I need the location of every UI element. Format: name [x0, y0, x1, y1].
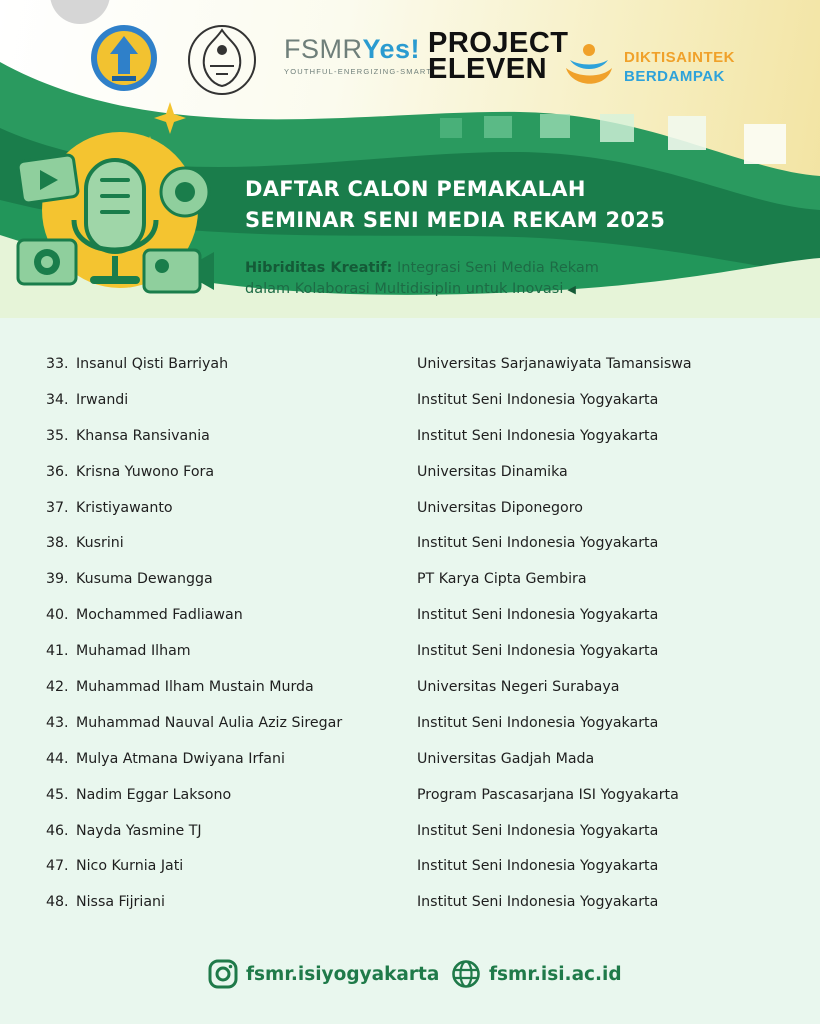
participant-row: [46, 675, 786, 711]
participant-name: Mochammed Fadliawan: [76, 607, 243, 624]
isi-yogyakarta-logo: [186, 20, 258, 96]
participant-number: 44.: [46, 750, 69, 767]
participant-institution: Institut Seni Indonesia Yogyakarta: [417, 822, 659, 839]
participant-name: Nico Kurnia Jati: [76, 858, 184, 875]
participant-name: Insanul Qisti Barriyah: [76, 356, 229, 372]
participant-institution: Universitas Sarjanawiyata Tamansiswa: [417, 356, 692, 372]
participant-institution: Universitas Dinamika: [417, 463, 568, 480]
participant-row: [46, 567, 786, 603]
diktisaintek-mark-icon: [562, 38, 616, 92]
participant-name: Kristiyawanto: [76, 499, 173, 516]
participant-number: 38.: [46, 535, 69, 552]
participant-number: 33.: [46, 356, 69, 372]
participant-row: [46, 783, 786, 819]
participant-name: Kusuma Dewangga: [76, 571, 213, 588]
participant-list: [46, 352, 786, 926]
participant-number: 42.: [46, 679, 69, 696]
participant-institution: PT Karya Cipta Gembira: [417, 571, 587, 588]
instagram-contact[interactable]: [208, 958, 439, 990]
page-subtitle: [245, 258, 599, 300]
participant-institution: Institut Seni Indonesia Yogyakarta: [417, 427, 659, 444]
title-line-2: SEMINAR SENI MEDIA REKAM 2025: [245, 208, 666, 232]
participant-number: 47.: [46, 858, 69, 875]
participant-institution: Institut Seni Indonesia Yogyakarta: [417, 858, 659, 875]
participant-number: 39.: [46, 571, 69, 588]
participant-number: 35.: [46, 427, 69, 444]
participant-number: 45.: [46, 786, 69, 803]
participant-institution: Program Pascasarjana ISI Yogyakarta: [417, 786, 679, 803]
globe-icon: [451, 959, 481, 989]
participant-number: 40.: [46, 607, 69, 624]
participant-name: Muhamad Ilham: [76, 643, 191, 660]
participant-institution: Institut Seni Indonesia Yogyakarta: [417, 894, 659, 911]
header-banner: [0, 0, 820, 318]
media-illustration: [10, 100, 220, 310]
participant-name: Nayda Yasmine TJ: [76, 822, 202, 839]
participant-number: 43.: [46, 714, 69, 731]
participant-institution: Institut Seni Indonesia Yogyakarta: [417, 391, 659, 408]
kemdikbud-logo: [90, 24, 158, 92]
project-eleven-line1: PROJECT: [428, 27, 569, 59]
participant-number: 36.: [46, 463, 69, 480]
participant-row: [46, 890, 786, 926]
title-line-1: DAFTAR CALON PEMAKALAH: [245, 177, 586, 201]
participant-row: [46, 854, 786, 890]
subtitle-rest: Integrasi Seni Media Rekam: [396, 260, 599, 276]
participant-row: [46, 496, 786, 532]
diktisaintek-logo-text: [624, 48, 735, 86]
website-contact[interactable]: [451, 958, 622, 990]
participant-number: 46.: [46, 822, 69, 839]
participant-number: 41.: [46, 643, 69, 660]
fsmr-logo-suffix: Yes!: [362, 34, 421, 64]
participant-number: 48.: [46, 894, 69, 911]
subtitle-bold: Hibriditas Kreatif:: [245, 260, 393, 276]
project-eleven-logo: [428, 27, 569, 85]
participant-row: [46, 424, 786, 460]
project-eleven-line2: ELEVEN: [428, 53, 548, 85]
participant-row: [46, 639, 786, 675]
participant-row: [46, 603, 786, 639]
participant-row: [46, 460, 786, 496]
participant-name: Kusrini: [76, 535, 124, 552]
participant-number: 34.: [46, 391, 69, 408]
fsmr-yes-logo: [284, 34, 432, 76]
participant-institution: Universitas Diponegoro: [417, 499, 583, 516]
participant-name: Mulya Atmana Dwiyana Irfani: [76, 750, 285, 767]
participant-row: [46, 388, 786, 424]
participant-name: Krisna Yuwono Fora: [76, 463, 215, 480]
fsmr-logo-prefix: FSMR: [284, 34, 363, 64]
page-title: [245, 174, 665, 236]
participant-institution: Universitas Negeri Surabaya: [417, 679, 620, 696]
participant-name: Nissa Fijriani: [76, 894, 165, 911]
participant-institution: Institut Seni Indonesia Yogyakarta: [417, 607, 659, 624]
website-url[interactable]: fsmr.isi.ac.id: [489, 963, 622, 985]
participant-name: Nadim Eggar Laksono: [76, 786, 232, 803]
participant-row: [46, 531, 786, 567]
participant-row: [46, 711, 786, 747]
participant-row: [46, 352, 786, 388]
subtitle-line-2: dalam Kolaborasi Multidisiplin untuk Inovasi: [245, 281, 564, 297]
instagram-icon: [208, 959, 238, 989]
participant-name: Khansa Ransivania: [76, 427, 210, 444]
diktisaintek-line2: BERDAMPAK: [624, 68, 725, 85]
participant-number: 37.: [46, 499, 69, 516]
diktisaintek-line1: DIKTISAINTEK: [624, 49, 735, 66]
instagram-handle[interactable]: fsmr.isiyogyakarta: [246, 963, 440, 985]
participant-institution: Institut Seni Indonesia Yogyakarta: [417, 714, 659, 731]
footer: [0, 958, 820, 992]
participant-row: [46, 747, 786, 783]
participant-institution: Universitas Gadjah Mada: [417, 750, 595, 767]
participant-institution: Institut Seni Indonesia Yogyakarta: [417, 535, 659, 552]
participant-row: [46, 819, 786, 855]
participant-name: Muhammad Ilham Mustain Murda: [76, 679, 314, 696]
participant-name: Muhammad Nauval Aulia Aziz Siregar: [76, 714, 343, 731]
play-left-icon: ◀: [567, 283, 576, 296]
partner-logos: [0, 12, 820, 92]
participant-institution: Institut Seni Indonesia Yogyakarta: [417, 643, 659, 660]
fsmr-logo-tagline: YOUTHFUL-ENERGIZING-SMART: [284, 67, 433, 76]
participant-name: Irwandi: [76, 391, 129, 408]
